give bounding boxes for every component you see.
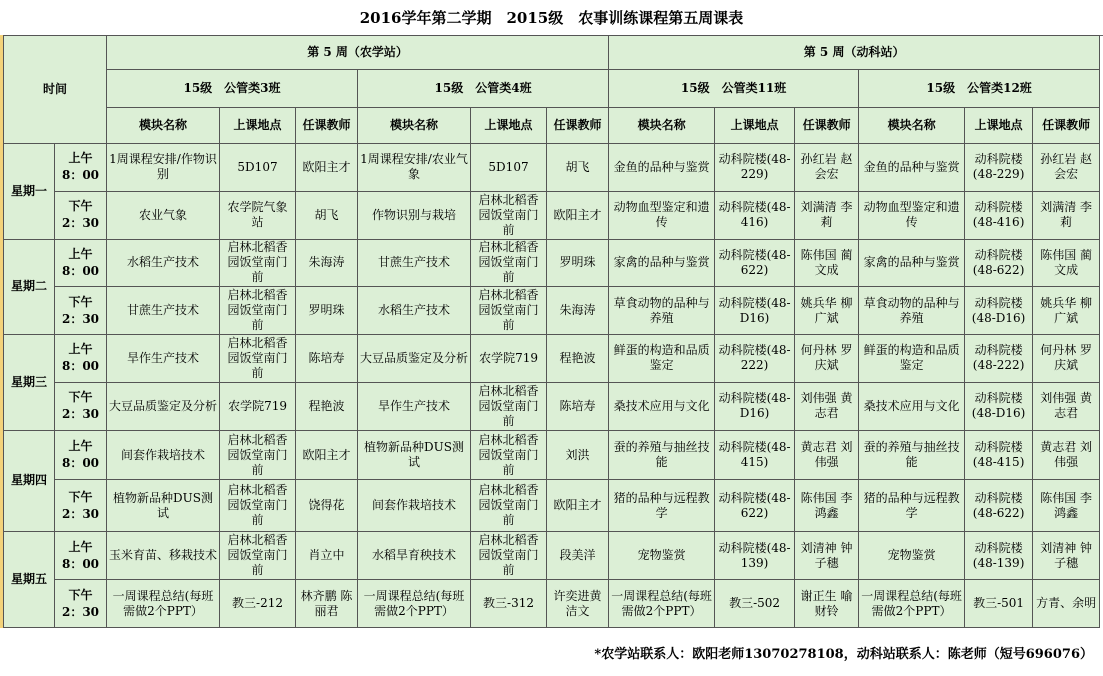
location-column-header: 上课地点 — [715, 107, 795, 143]
teacher-cell: 陈伟国 蔺文成 — [795, 239, 859, 287]
location-cell: 动科院楼(48-622) — [715, 480, 795, 532]
period-label: 上午 — [68, 539, 93, 554]
location-cell: 动科院楼(48-D16) — [965, 287, 1033, 335]
schedule-row — [4, 430, 1100, 480]
teacher-cell: 陈培寿 — [547, 382, 609, 430]
teacher-cell: 陈伟国 蔺文成 — [1033, 239, 1100, 287]
teacher-cell: 黄志君 刘伟强 — [1033, 430, 1100, 480]
teacher-cell: 何丹林 罗庆斌 — [795, 335, 859, 383]
location-cell: 动科院楼(48-139) — [715, 532, 795, 580]
teacher-cell: 胡飞 — [296, 191, 358, 239]
module-cell: 1周课程安排/作物识别 — [107, 143, 220, 191]
start-time: 8：00 — [61, 168, 100, 183]
location-column-header: 上课地点 — [471, 107, 547, 143]
location-cell: 教三-212 — [220, 580, 296, 628]
start-time: 2：30 — [61, 216, 100, 231]
module-cell: 草食动物的品种与养殖 — [609, 287, 715, 335]
module-cell: 家禽的品种与鉴赏 — [859, 239, 965, 287]
module-column-header: 模块名称 — [609, 107, 715, 143]
module-cell: 旱作生产技术 — [107, 335, 220, 383]
teacher-cell: 朱海涛 — [547, 287, 609, 335]
location-cell: 教三-501 — [965, 580, 1033, 628]
time-slot — [55, 532, 107, 580]
location-cell: 教三-312 — [471, 580, 547, 628]
time-slot — [55, 143, 107, 191]
schedule-table — [3, 35, 1100, 628]
module-cell: 蚕的养殖与抽丝技能 — [609, 430, 715, 480]
start-time: 8：00 — [61, 456, 100, 470]
module-cell: 一周课程总结(每班需做2个PPT） — [107, 580, 220, 628]
module-cell: 鲜蛋的构造和品质鉴定 — [609, 335, 715, 383]
module-cell: 甘蔗生产技术 — [358, 239, 471, 287]
teacher-cell: 罗明珠 — [296, 287, 358, 335]
module-cell: 间套作栽培技术 — [358, 480, 471, 532]
start-time: 8：00 — [61, 359, 100, 374]
location-cell: 农学院719 — [220, 382, 296, 430]
teacher-cell: 许奕进黄洁文 — [547, 580, 609, 628]
module-cell: 大豆品质鉴定及分析 — [107, 382, 220, 430]
period-label: 上午 — [68, 151, 93, 166]
module-cell: 猪的品种与远程教学 — [609, 480, 715, 532]
start-time: 2：30 — [61, 506, 100, 521]
teacher-cell: 陈伟国 李鸿鑫 — [795, 480, 859, 532]
teacher-cell: 胡飞 — [547, 143, 609, 191]
teacher-cell: 谢正生 喻财铃 — [795, 580, 859, 628]
teacher-cell: 陈培寿 — [296, 335, 358, 383]
module-cell: 蚕的养殖与抽丝技能 — [859, 430, 965, 480]
teacher-cell: 陈伟国 李鸿鑫 — [1033, 480, 1100, 532]
teacher-cell: 罗明珠 — [547, 239, 609, 287]
module-cell: 宠物鉴赏 — [609, 532, 715, 580]
schedule-row — [4, 580, 1100, 628]
period-label: 下午 — [68, 587, 93, 602]
location-column-header: 上课地点 — [965, 107, 1033, 143]
start-time: 2：30 — [61, 604, 100, 619]
period-label: 上午 — [68, 342, 93, 357]
location-cell: 动科院楼(48-222) — [715, 335, 795, 383]
time-slot — [55, 430, 107, 480]
module-cell: 旱作生产技术 — [358, 382, 471, 430]
week-header-animal: 第 5 周（动科站） — [609, 36, 1100, 70]
period-label: 上午 — [68, 439, 93, 453]
period-label: 上午 — [68, 246, 93, 261]
location-cell: 动科院楼(48-415) — [715, 430, 795, 480]
module-column-header: 模块名称 — [859, 107, 965, 143]
location-cell: 启林北稻香园饭堂南门前 — [220, 335, 296, 383]
location-cell: 动科院楼(48-D16) — [965, 382, 1033, 430]
day-label: 星期一 — [4, 143, 55, 239]
start-time: 2：30 — [61, 311, 100, 326]
sheet-title: 2016学年第二学期 2015级 农事训练课程第五周课表 — [0, 0, 1103, 36]
week-header-agri: 第 5 周（农学站） — [107, 36, 609, 70]
module-column-header: 模块名称 — [107, 107, 220, 143]
time-slot — [55, 191, 107, 239]
time-slot — [55, 335, 107, 383]
location-cell: 启林北稻香园饭堂南门前 — [220, 480, 296, 532]
module-cell: 农业气象 — [107, 191, 220, 239]
teacher-cell: 程艳波 — [296, 382, 358, 430]
schedule-row — [4, 191, 1100, 239]
teacher-column-header: 任课教师 — [296, 107, 358, 143]
day-label: 星期四 — [4, 430, 55, 532]
location-cell: 5D107 — [471, 143, 547, 191]
day-label: 星期三 — [4, 335, 55, 431]
schedule-row — [4, 532, 1100, 580]
location-cell: 动科院楼(48-229) — [965, 143, 1033, 191]
teacher-cell: 林齐鹏 陈丽君 — [296, 580, 358, 628]
location-cell: 动科院楼(48-416) — [715, 191, 795, 239]
module-cell: 植物新品种DUS测试 — [358, 430, 471, 480]
module-cell: 一周课程总结(每班需做2个PPT） — [358, 580, 471, 628]
location-cell: 动科院楼(48-229) — [715, 143, 795, 191]
teacher-cell: 肖立中 — [296, 532, 358, 580]
schedule-row — [4, 239, 1100, 287]
location-column-header: 上课地点 — [220, 107, 296, 143]
teacher-cell: 刘满清 李莉 — [1033, 191, 1100, 239]
location-cell: 启林北稻香园饭堂南门前 — [471, 382, 547, 430]
module-column-header: 模块名称 — [358, 107, 471, 143]
teacher-cell: 方青、余明 — [1033, 580, 1100, 628]
time-slot — [55, 287, 107, 335]
module-cell: 大豆品质鉴定及分析 — [358, 335, 471, 383]
location-cell: 启林北稻香园饭堂南门前 — [220, 532, 296, 580]
location-cell: 启林北稻香园饭堂南门前 — [471, 480, 547, 532]
module-cell: 玉米育苗、移栽技术 — [107, 532, 220, 580]
schedule-row — [4, 287, 1100, 335]
teacher-cell: 段美洋 — [547, 532, 609, 580]
location-cell: 动科院楼(48-D16) — [715, 287, 795, 335]
class-header: 15级 公管类4班 — [358, 70, 609, 107]
teacher-cell: 欧阳主才 — [547, 191, 609, 239]
module-cell: 动物血型鉴定和遗传 — [609, 191, 715, 239]
schedule-row — [4, 480, 1100, 532]
teacher-cell: 欧阳主才 — [547, 480, 609, 532]
teacher-cell: 刘伟强 黄志君 — [1033, 382, 1100, 430]
schedule-row — [4, 382, 1100, 430]
teacher-cell: 欧阳主才 — [296, 430, 358, 480]
module-cell: 草食动物的品种与养殖 — [859, 287, 965, 335]
period-label: 下午 — [68, 489, 93, 504]
module-cell: 水稻生产技术 — [358, 287, 471, 335]
teacher-cell: 何丹林 罗庆斌 — [1033, 335, 1100, 383]
module-cell: 桑技术应用与文化 — [609, 382, 715, 430]
teacher-cell: 欧阳主才 — [296, 143, 358, 191]
location-cell: 5D107 — [220, 143, 296, 191]
class-header: 15级 公管类11班 — [609, 70, 859, 107]
day-label: 星期二 — [4, 239, 55, 335]
module-cell: 作物识别与栽培 — [358, 191, 471, 239]
time-slot — [55, 382, 107, 430]
location-cell: 动科院楼(48-622) — [715, 239, 795, 287]
teacher-column-header: 任课教师 — [1033, 107, 1100, 143]
time-slot — [55, 480, 107, 532]
module-cell: 金鱼的品种与鉴赏 — [609, 143, 715, 191]
contact-footer: *农学站联系人：欧阳老师13070278108，动科站联系人：陈老师（短号696076） — [0, 628, 1103, 676]
schedule-row — [4, 143, 1100, 191]
teacher-cell: 刘清神 钟子穗 — [1033, 532, 1100, 580]
location-cell: 动科院楼(48-D16) — [715, 382, 795, 430]
location-cell: 启林北稻香园饭堂南门前 — [220, 287, 296, 335]
location-cell: 动科院楼(48-622) — [965, 480, 1033, 532]
module-cell: 植物新品种DUS测试 — [107, 480, 220, 532]
period-label: 下午 — [68, 390, 93, 405]
location-cell: 启林北稻香园饭堂南门前 — [220, 430, 296, 480]
location-cell: 启林北稻香园饭堂南门前 — [471, 532, 547, 580]
start-time: 2：30 — [61, 407, 100, 422]
teacher-cell: 姚兵华 柳广斌 — [1033, 287, 1100, 335]
module-cell: 动物血型鉴定和遗传 — [859, 191, 965, 239]
module-cell: 一周课程总结(每班需做2个PPT） — [609, 580, 715, 628]
module-cell: 桑技术应用与文化 — [859, 382, 965, 430]
module-cell: 宠物鉴赏 — [859, 532, 965, 580]
location-cell: 动科院楼(48-222) — [965, 335, 1033, 383]
teacher-column-header: 任课教师 — [795, 107, 859, 143]
location-cell: 农学院气象站 — [220, 191, 296, 239]
module-cell: 1周课程安排/农业气象 — [358, 143, 471, 191]
location-cell: 农学院719 — [471, 335, 547, 383]
teacher-column-header: 任课教师 — [547, 107, 609, 143]
class-header: 15级 公管类12班 — [859, 70, 1100, 107]
class-header: 15级 公管类3班 — [107, 70, 358, 107]
time-slot — [55, 580, 107, 628]
teacher-cell: 刘伟强 黄志君 — [795, 382, 859, 430]
time-header: 时间 — [4, 36, 107, 144]
schedule-row — [4, 335, 1100, 383]
module-cell: 水稻生产技术 — [107, 239, 220, 287]
location-cell: 动科院楼(48-622) — [965, 239, 1033, 287]
location-cell: 动科院楼(48-139) — [965, 532, 1033, 580]
location-cell: 动科院楼(48-415) — [965, 430, 1033, 480]
location-cell: 启林北稻香园饭堂南门前 — [220, 239, 296, 287]
module-cell: 水稻旱育秧技术 — [358, 532, 471, 580]
module-cell: 一周课程总结(每班需做2个PPT） — [859, 580, 965, 628]
module-cell: 家禽的品种与鉴赏 — [609, 239, 715, 287]
module-cell: 猪的品种与远程教学 — [859, 480, 965, 532]
start-time: 8：00 — [61, 556, 100, 571]
location-cell: 启林北稻香园饭堂南门前 — [471, 287, 547, 335]
teacher-cell: 饶得花 — [296, 480, 358, 532]
period-label: 下午 — [68, 294, 93, 309]
teacher-cell: 孙红岩 赵会宏 — [795, 143, 859, 191]
location-cell: 动科院楼(48-416) — [965, 191, 1033, 239]
module-cell: 甘蔗生产技术 — [107, 287, 220, 335]
location-cell: 教三-502 — [715, 580, 795, 628]
day-label: 星期五 — [4, 532, 55, 628]
teacher-cell: 程艳波 — [547, 335, 609, 383]
module-cell: 金鱼的品种与鉴赏 — [859, 143, 965, 191]
teacher-cell: 刘清神 钟子穗 — [795, 532, 859, 580]
location-cell: 启林北稻香园饭堂南门前 — [471, 430, 547, 480]
time-slot — [55, 239, 107, 287]
teacher-cell: 刘满清 李莉 — [795, 191, 859, 239]
module-cell: 鲜蛋的构造和品质鉴定 — [859, 335, 965, 383]
teacher-cell: 孙红岩 赵会宏 — [1033, 143, 1100, 191]
teacher-cell: 刘洪 — [547, 430, 609, 480]
module-cell: 间套作栽培技术 — [107, 430, 220, 480]
location-cell: 启林北稻香园饭堂南门前 — [471, 239, 547, 287]
teacher-cell: 朱海涛 — [296, 239, 358, 287]
teacher-cell: 姚兵华 柳广斌 — [795, 287, 859, 335]
location-cell: 启林北稻香园饭堂南门前 — [471, 191, 547, 239]
start-time: 8：00 — [61, 263, 100, 278]
period-label: 下午 — [68, 199, 93, 214]
teacher-cell: 黄志君 刘伟强 — [795, 430, 859, 480]
